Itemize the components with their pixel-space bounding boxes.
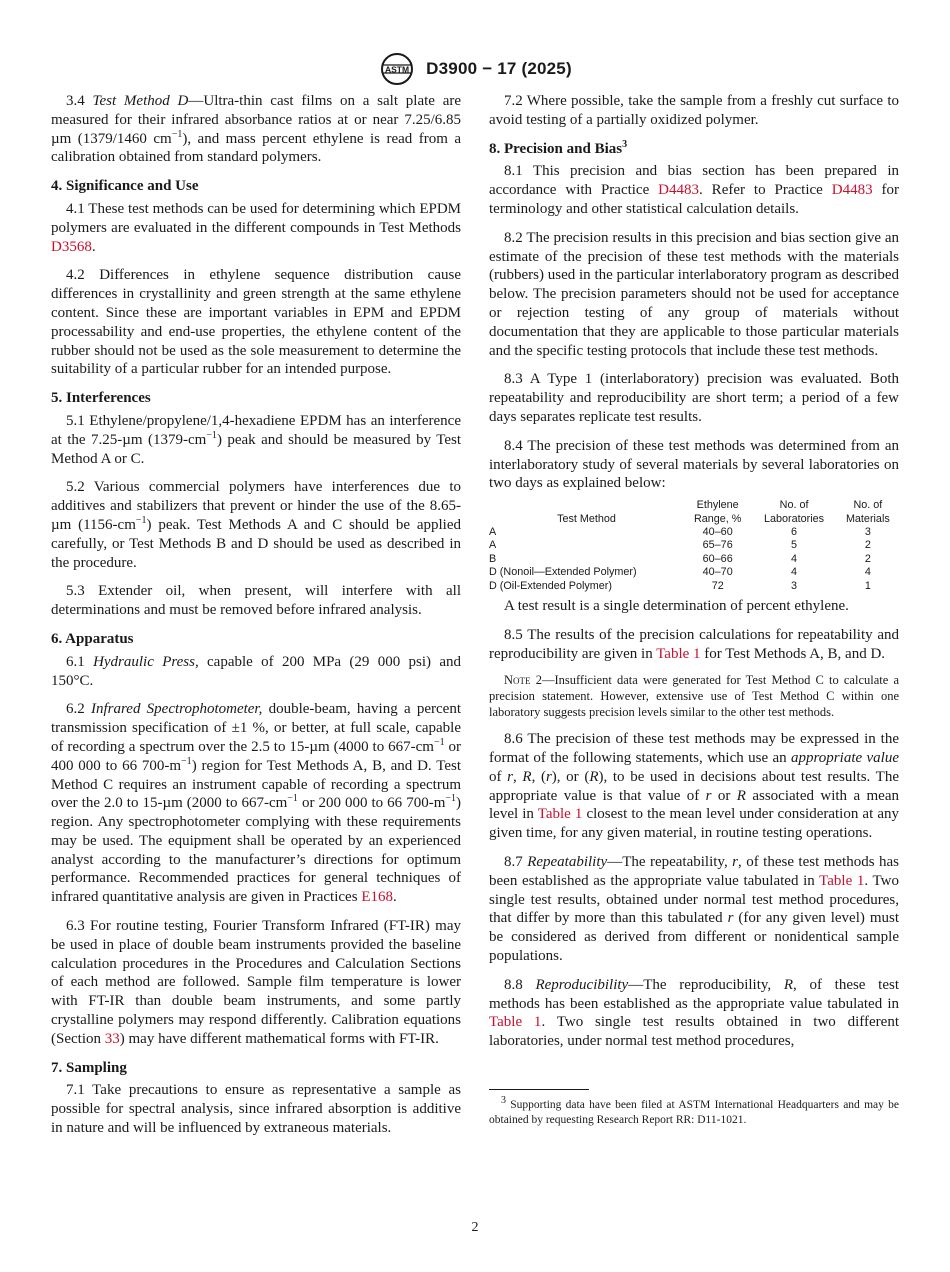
paragraph-4-1: 4.1 These test methods can be used for determining which EPDM polymers are evaluated in the different compounds in Test Methods D3568.	[51, 200, 461, 255]
link-section-33[interactable]: 33	[104, 1030, 120, 1047]
note-2: Note 2—Insufficient data were generated for Test Method C to calculate a precision statement. However, extensive use of Test Method C within one laboratory suggests precision levels similar to the other test methods.	[489, 673, 899, 719]
col-header-materials: No. of Materials	[845, 499, 890, 525]
col-header-method: Test Method	[557, 512, 616, 525]
paragraph-5-2: 5.2 Various commercial polymers have interferences due to additives and stabilizers that prevent or hinder the use of the 8.65-µm $(1156-cm^{-1})$ peak. Test Methods A and C should be applied carefully, or Test Methods B and D should be used as described in the procedure.	[51, 479, 461, 571]
link-d4483-a[interactable]: D4483	[658, 182, 700, 199]
link-d3568[interactable]: D3568	[51, 238, 92, 255]
page-header	[0, 52, 950, 86]
page-number: 2	[471, 1220, 479, 1235]
table-row: D (Nonoil—Extended Polymer) 40–70 4 4	[489, 566, 871, 579]
col-header-range: Ethylene Range, %	[693, 499, 742, 525]
paragraph-8-4: 8.4 The precision of these test methods was determined from an interlaboratory study of several materials by several laboratories on two days as explained below:	[489, 437, 899, 492]
footnote-3: $^3$ Supporting data have been filed at ASTM International Headquarters and may be obtained by requesting Research Report RR: D11-1021.	[489, 1095, 899, 1126]
paragraph-7-1: 7.1 Take precautions to ensure as representative a sample as possible for spectral analysis, since infrared absorption is additive in nature and will be influenced by extraneous materials.	[51, 1082, 461, 1137]
footnote-divider	[489, 1089, 589, 1090]
paragraph-6-3: 6.3 For routine testing, Fourier Transform Infrared (FT-IR) may be used in place of double beam instruments provided the baseline calculation procedures in the Procedures and Calculation Sections of each method are followed. Sample film temperature is lower with FT-IR than double beam instruments, and some partly crystalline polymers may respond differently. Calibration equations (Section 33) may have different mathematical forms with FT-IR.	[51, 918, 461, 1047]
astm-logo-icon	[378, 52, 416, 86]
right-column	[489, 92, 899, 1128]
paragraph-8-5: 8.5 The results of the precision calculations for repeatability and reproducibility are given in Table 1 for Test Methods A, B, and D.	[489, 626, 899, 662]
table-header-row	[489, 499, 899, 526]
section-4-heading: 4. Significance and Use	[51, 178, 199, 195]
link-table-1[interactable]: Table 1	[656, 645, 701, 662]
document-designation: D3900 − 17 (2025)	[426, 59, 572, 78]
section-6-heading: 6. Apparatus	[51, 630, 134, 647]
test-result-definition: A test result is a single determination of percent ethylene.	[504, 597, 849, 614]
paragraph-4-2: 4.2 Differences in ethylene sequence distribution cause differences in crystallinity and green strength at the same ethylene content. Since these are important variables in EPM and EPDM processability and end-use properties, the ethylene content of the rubber should not be used as the sole measurement to determine the suitability of a particular rubber for an intended purpose.	[51, 267, 461, 378]
paragraph-7-2: 7.2 Where possible, take the sample from a freshly cut surface to avoid testing of a partially oxidized polymer.	[489, 93, 899, 128]
section-8-heading: 8. Precision and Bias$^3$	[489, 138, 628, 157]
table-row: B 60–66 4 2	[489, 552, 871, 565]
paragraph-3-4: 3.4 Test Method D—Ultra-thin cast films on a salt plate are measured for their infrared absorbance ratios at or near 7.25/6.85 µm (1379/1460 $cm^{-1}$), and mass percent ethylene is read from a calibration obtained from standard polymers.	[51, 93, 462, 166]
paragraph-5-1: 5.1 Ethylene/propylene/1,4-hexadiene EPDM has an interference at the 7.25-µm $(1379-cm^{-1})$ peak and should be measured by Test Method A or C.	[51, 412, 461, 467]
paragraph-8-1: 8.1 This precision and bias section has been prepared in accordance with Practice D4483. Refer to Practice D4483 for terminology and other statistical calculation details.	[489, 163, 899, 217]
paragraph-8-6: 8.6 The precision of these test methods may be expressed in the format of the following statements, which use an appropriate value of r, R, (r), or (R), to be used in decisions about test results. The appropriate value is that value of r or R associated with a mean level in Table 1 closest to the mean level under consideration at any given time, for any given material, in routine testing operations.	[489, 731, 900, 842]
paragraph-8-2: 8.2 The precision results in this precision and bias section give an estimate of the precision of these test methods with the materials (rubbers) used in the particular interlaboratory program as described below. The precision parameters should not be used for acceptance or rejection testing of any group of materials without documentation that they are applicable to those particular materials and the specific testing protocols that include these test methods.	[489, 229, 899, 359]
link-table-1[interactable]: Table 1	[537, 806, 583, 823]
link-d4483-b[interactable]: D4483	[831, 182, 873, 199]
link-table-1[interactable]: Table 1	[819, 872, 865, 889]
table-row: A 65–76 5 2	[489, 539, 871, 552]
section-7-heading: 7. Sampling	[51, 1059, 127, 1076]
link-e168[interactable]: E168	[361, 889, 393, 906]
table-row: A 40–60 6 3	[489, 525, 871, 538]
footnote-ref-3[interactable]: 3	[622, 138, 628, 150]
left-column	[51, 92, 461, 1148]
svg-text:ASTM: ASTM	[385, 64, 410, 75]
paragraph-5-3: 5.3 Extender oil, when present, will interfere with all determinations and must be removed before infrared analysis.	[51, 583, 461, 619]
section-5-heading: 5. Interferences	[51, 390, 151, 407]
col-header-labs: No. of Laboratories	[764, 499, 825, 525]
table-row: D (Oil-Extended Polymer) 72 3 1	[489, 579, 871, 592]
paragraph-6-2: 6.2 Infrared Spectrophotometer, double-beam, having a percent transmission specification of ±1 %, or better, at full scale, capable of recording a spectrum over the 2.5 to 15-µm (4000 to $667-cm^{-1}$ or 400 000 to 66 $700-m^{-1}$) region for Test Methods A, B, and D. Test Method C requires an instrument capable of recording a spectrum over the 2.0 to 15-µm (2000 to $667-cm^{-1}$ or 200 000 to 66 $700-m^{-1}$) region. Any spectrophotometer complying with these requirements may be used. The equipment shall be operated by an experienced analyst according to the manufacturer’s directions for optimum performance. Recommended practices for general techniques of infrared quantitative analysis are given in Practices E168.	[51, 701, 461, 906]
paragraph-8-3: 8.3 A Type 1 (interlaboratory) precision was evaluated. Both repeatability and reproducibility are short term; a period of a few days separates replicate test results.	[489, 371, 899, 425]
paragraph-8-8: 8.8 Reproducibility—The reproducibility, R, of these test methods has been established as the appropriate value tabulated in Table 1. Two single test results obtained in two different laboratories, under normal test method procedures,	[489, 976, 899, 1050]
paragraph-8-7: 8.7 Repeatability—The repeatability, r, of these test methods has been established as the appropriate value tabulated in Table 1. Two single test results, obtained under normal test method procedures, that differ by more than this tabulated r (for any given level) must be considered as derived from different or nonidentical sample populations.	[489, 853, 899, 964]
paragraph-6-1: 6.1 Hydraulic Press, capable of 200 MPa (29 000 psi) and 150°C.	[51, 653, 461, 689]
precision-program-table	[489, 499, 899, 593]
link-table-1[interactable]: Table 1	[489, 1014, 542, 1031]
